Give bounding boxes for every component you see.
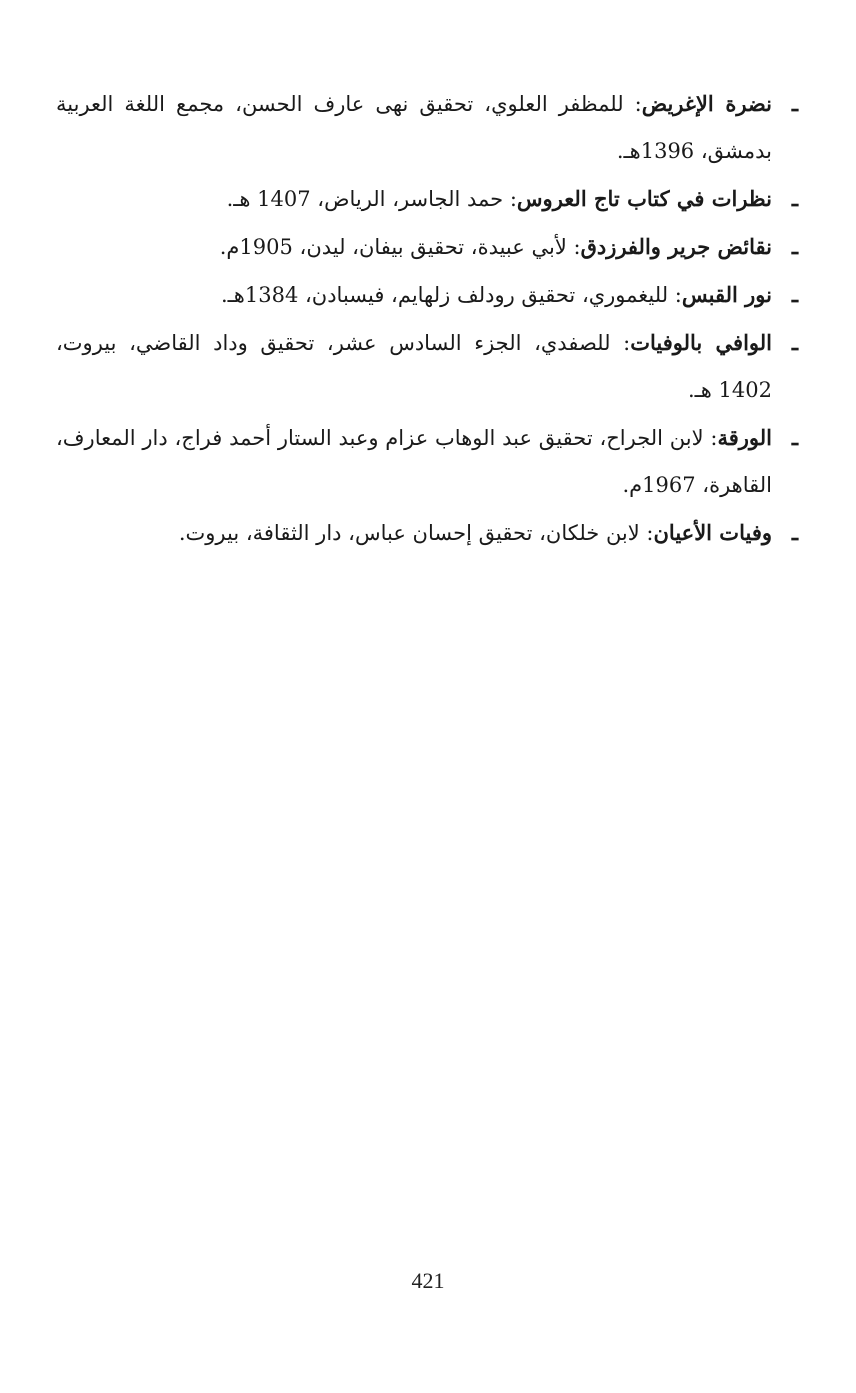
entry-title: الورقة: [717, 425, 772, 450]
entry-title: وفيات الأعيان: [653, 520, 772, 545]
entry-details: : لأبي عبيدة، تحقيق بيفان، ليدن، 1905م.: [219, 235, 581, 259]
entry-dash: ـ: [791, 234, 798, 259]
entry-dash: ـ: [791, 330, 798, 355]
entry-dash: ـ: [791, 91, 798, 116]
entry-title: نور القبس: [681, 282, 772, 307]
page-number: 421: [411, 1268, 445, 1293]
entry-dash: ـ: [791, 186, 798, 211]
entry-details: : لليغموري، تحقيق رودلف زلهايم، فيسبادن، 1384هـ.: [220, 283, 682, 307]
entry-details: : للصفدي، الجزء السادس عشر، تحقيق وداد القاضي، بيروت، 1402 هـ.: [56, 331, 772, 402]
entry-title: نقائض جرير والفرزدق: [580, 234, 772, 259]
entry-details: : للمظفر العلوي، تحقيق نهى عارف الحسن، مجمع اللغة العربية بدمشق، 1396هـ.: [56, 92, 772, 163]
bibliography-entry: [56, 175, 798, 223]
bibliography-entry: [56, 80, 798, 175]
entry-details: : لابن خلكان، تحقيق إحسان عباس، دار الثقافة، بيروت.: [178, 521, 654, 545]
bibliography-entry: [56, 271, 798, 319]
entry-details: : لابن الجراح، تحقيق عبد الوهاب عزام وعبد الستار أحمد فراج، دار المعارف، القاهرة، 1967م.: [56, 426, 772, 497]
entry-title: الوافي بالوفيات: [630, 330, 772, 355]
entry-details: : حمد الجاسر، الرياض، 1407 هـ.: [226, 187, 517, 211]
bibliography-entry: [56, 319, 798, 414]
bibliography-entry: [56, 509, 798, 557]
bibliography-entry: [56, 223, 798, 271]
entry-title: نضرة الإغريض: [641, 91, 772, 116]
entry-dash: ـ: [791, 425, 798, 450]
bibliography-entry: [56, 414, 798, 509]
entry-dash: ـ: [791, 282, 798, 307]
entry-dash: ـ: [791, 520, 798, 545]
entry-title: نظرات في كتاب تاج العروس: [516, 186, 772, 211]
bibliography-list: [56, 80, 798, 557]
